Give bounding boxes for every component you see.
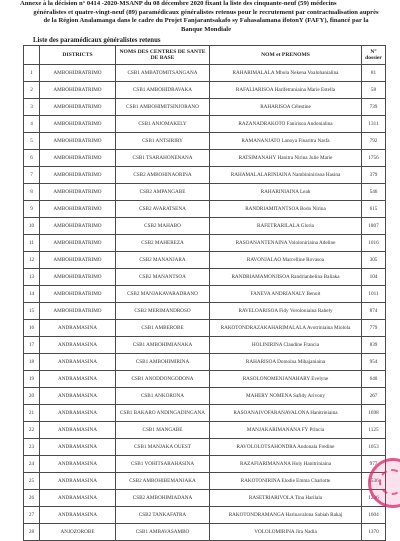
cell-csb: CSB2 MANJAKAVARADRANO	[116, 286, 210, 303]
cell-name: RAMANANJATO Lanoya Finaritra Nasfa	[210, 133, 362, 150]
cell-dossier: 305	[362, 252, 386, 269]
cell-csb: CSB2 AVARATSENA	[116, 201, 210, 218]
cell-name: MAHERY NOMENA Safidy Arivony	[210, 388, 362, 405]
cell-csb: CSB1 TSARAHONENANA	[116, 150, 210, 167]
cell-num: 26	[24, 490, 40, 507]
cell-dossier: 792	[362, 133, 386, 150]
cell-dossier: 1053	[362, 439, 386, 456]
table-row	[24, 116, 386, 133]
cell-num: 25	[24, 473, 40, 490]
cell-num: 7	[24, 167, 40, 184]
cell-csb: CSB1 MANGABE	[116, 422, 210, 439]
cell-dossier: 779	[362, 320, 386, 337]
cell-csb: CSB2 MAHEREZA	[116, 235, 210, 252]
cell-csb: CSB2 MANANTSOA	[116, 269, 210, 286]
table-row	[24, 201, 386, 218]
cell-district: ANDRAMASINA	[40, 337, 116, 354]
cell-district: ANDRAMASINA	[40, 422, 116, 439]
table-row	[24, 269, 386, 286]
table-row	[24, 456, 386, 473]
cell-district: ANJOZOROBE	[40, 524, 116, 541]
cell-dossier: 267	[362, 388, 386, 405]
cell-district: AMBOHIDRATRIMO	[40, 116, 116, 133]
cell-dossier: 1125	[362, 422, 386, 439]
cell-csb: CSB1 AMBAVASAMBO	[116, 524, 210, 541]
cell-dossier: 1807	[362, 218, 386, 235]
cell-num: 16	[24, 320, 40, 337]
cell-district: AMBOHIDRATRIMO	[40, 150, 116, 167]
cell-district: AMBOHIDRATRIMO	[40, 99, 116, 116]
cell-num: 19	[24, 371, 40, 388]
cell-csb: CSB2 AMBOHINAORINA	[116, 167, 210, 184]
table-row	[24, 337, 386, 354]
cell-name: RAHARISOA Célestine	[210, 99, 362, 116]
cell-csb: CSB2 MANANJARA	[116, 252, 210, 269]
cell-num: 11	[24, 235, 40, 252]
cell-name: RAVELOARISOA Fidy Voroloniaina Rahely	[210, 303, 362, 320]
cell-name: RASOANAIVOFARANAVALONA Hanitriniaina	[210, 405, 362, 422]
table-row	[24, 405, 386, 422]
cell-num: 9	[24, 201, 40, 218]
cell-district: ANDRAMASINA	[40, 405, 116, 422]
table-row	[24, 133, 386, 150]
table-row	[24, 320, 386, 337]
cell-district: AMBOHIDRATRIMO	[40, 252, 116, 269]
cell-name: HOLINIRINA Claudine Francia	[210, 337, 362, 354]
table-row	[24, 286, 386, 303]
cell-name: RAKOTONIRINA Elodie Emma Charlotte	[210, 473, 362, 490]
cell-csb: CSB2 AMBOHIMIADANA	[116, 490, 210, 507]
cell-csb: CSB1 AMBATOMITSANGANA	[116, 65, 210, 82]
cell-csb: CSB1 AMBOHIDRAVAKA	[116, 82, 210, 99]
cell-csb: CSB1 AMBOHIMIANAKA	[116, 337, 210, 354]
cell-csb: CSB1 AMBOHIMITSINJORANO	[116, 99, 210, 116]
cell-csb: CSB1 ANTSIRIRY	[116, 133, 210, 150]
cell-name: RASOANANTENAINA Vololoniriaina Adeline	[210, 235, 362, 252]
cell-num: 15	[24, 303, 40, 320]
table-row	[24, 422, 386, 439]
cell-csb: CSB1 VOHITSARAHASINA	[116, 456, 210, 473]
table-row	[24, 82, 386, 99]
cell-num: 20	[24, 388, 40, 405]
cell-num: 1	[24, 65, 40, 82]
cell-district: ANDRAMASINA	[40, 388, 116, 405]
cell-dossier: 546	[362, 184, 386, 201]
cell-name: RAVOLOLOTSAHONDRA Andonala Fredine	[210, 439, 362, 456]
cell-name: RAZANADRAKOTO Fanirisoa Andonialina	[210, 116, 362, 133]
header-dossier: N° dossier	[362, 46, 386, 65]
table-row	[24, 473, 386, 490]
cell-dossier: 58	[362, 82, 386, 99]
cell-dossier: 1370	[362, 524, 386, 541]
cell-num: 21	[24, 405, 40, 422]
cell-district: ANDRAMASINA	[40, 371, 116, 388]
cell-csb: CSB1 MANJAKA OUEST	[116, 439, 210, 456]
table-row	[24, 303, 386, 320]
cell-name: RAKOTONDRAZAKAHARIMALALA Avotriniaina Miolola	[210, 320, 362, 337]
cell-dossier: 379	[362, 167, 386, 184]
cell-name: MANJAKARIMANANA FY Princia	[210, 422, 362, 439]
cell-num: 5	[24, 133, 40, 150]
cell-csb: CSB2 AMBOHIBEMANJAKA	[116, 473, 210, 490]
cell-district: AMBOHIDRATRIMO	[40, 65, 116, 82]
cell-district: AMBOHIDRATRIMO	[40, 82, 116, 99]
cell-name: RANDRIAMITANTSOA Bodo Nirina	[210, 201, 362, 218]
cell-name: RAFALIARISOA Harifetraniaina Marie Estella	[210, 82, 362, 99]
table-row	[24, 354, 386, 371]
cell-district: AMBOHIDRATRIMO	[40, 235, 116, 252]
table-row	[24, 507, 386, 524]
list-subtitle: Liste des paramédicaux généralistes retenus	[33, 37, 161, 44]
cell-dossier: 1604	[362, 507, 386, 524]
cell-district: ANDRAMASINA	[40, 490, 116, 507]
cell-dossier: 1311	[362, 116, 386, 133]
cell-csb: CSB1 BAKARO ANDINGADINGANA	[116, 405, 210, 422]
table-row	[24, 235, 386, 252]
cell-name: RATSIMANAHY Hanitra Nirina Julie Marie	[210, 150, 362, 167]
cell-name: RAHARINIAINA Leah	[210, 184, 362, 201]
table-row	[24, 524, 386, 541]
table-row	[24, 184, 386, 201]
cell-dossier: 739	[362, 99, 386, 116]
cell-num: 28	[24, 524, 40, 541]
header-district: DISTRICTS	[40, 46, 116, 65]
cell-district: ANDRAMASINA	[40, 456, 116, 473]
cell-csb: CSB2 MAHABO	[116, 218, 210, 235]
table-row	[24, 439, 386, 456]
cell-district: ANDRAMASINA	[40, 473, 116, 490]
cell-num: 8	[24, 184, 40, 201]
table-row	[24, 65, 386, 82]
table-body	[24, 65, 386, 541]
header-line-2: généralistes et quatre-vingt-neuf (89) paramédicaux généralistes retenus pour le recrutement par contractualisation auprès	[33, 8, 379, 16]
cell-district: AMBOHIDRATRIMO	[40, 133, 116, 150]
table-row	[24, 99, 386, 116]
cell-district: AMBOHIDRATRIMO	[40, 286, 116, 303]
cell-dossier: 954	[362, 354, 386, 371]
cell-district: AMBOHIDRATRIMO	[40, 184, 116, 201]
cell-district: AMBOHIDRATRIMO	[40, 269, 116, 286]
cell-name: RAVONJALAO Marcelline Rovasoa	[210, 252, 362, 269]
cell-num: 3	[24, 99, 40, 116]
cell-dossier: 1016	[362, 235, 386, 252]
cell-name: RAKOTONDRAMANGA Harinavalona Sabiah Rakaj	[210, 507, 362, 524]
cell-district: ANDRAMASINA	[40, 320, 116, 337]
header-num	[24, 46, 40, 65]
cell-dossier: 1011	[362, 286, 386, 303]
cell-csb: CSB1 AMBOHIMIRINA	[116, 354, 210, 371]
cell-num: 18	[24, 354, 40, 371]
cell-district: ANDRAMASINA	[40, 439, 116, 456]
cell-num: 2	[24, 82, 40, 99]
cell-name: RAFETRARILALA Gloria	[210, 218, 362, 235]
cell-dossier: 81	[362, 65, 386, 82]
cell-name: RASETRIARIVOLA Tina Harilala	[210, 490, 362, 507]
cell-dossier: 615	[362, 201, 386, 218]
cell-num: 13	[24, 269, 40, 286]
cell-num: 10	[24, 218, 40, 235]
cell-num: 24	[24, 456, 40, 473]
cell-district: AMBOHIDRATRIMO	[40, 303, 116, 320]
cell-district: AMBOHIDRATRIMO	[40, 167, 116, 184]
cell-dossier: 977	[362, 456, 386, 473]
cell-num: 17	[24, 337, 40, 354]
cell-dossier: 104	[362, 269, 386, 286]
cell-csb: CSB1 ANODDONGODONA	[116, 371, 210, 388]
cell-dossier: 839	[362, 337, 386, 354]
table-header-row	[24, 46, 386, 65]
header-csb: NOMS DES CENTRES DE SANTE DE BASE	[116, 46, 210, 65]
cell-dossier: 640	[362, 371, 386, 388]
cell-name: RAHARIMALALA Mbola Nekena Voalohanialina	[210, 65, 362, 82]
cell-csb: CSB2 MERIMANDROSO	[116, 303, 210, 320]
table-row	[24, 490, 386, 507]
cell-name: RANDRIAMAMONJISOA Randrianbelina Baliaka	[210, 269, 362, 286]
cell-dossier: 1236	[362, 490, 386, 507]
table-row	[24, 167, 386, 184]
cell-num: 22	[24, 422, 40, 439]
table-row	[24, 150, 386, 167]
cell-dossier: 874	[362, 303, 386, 320]
cell-district: ANDRAMASINA	[40, 507, 116, 524]
cell-district: ANDRAMASINA	[40, 354, 116, 371]
cell-name: VOLOLOMIRINA Jira Nadia	[210, 524, 362, 541]
cell-num: 12	[24, 252, 40, 269]
cell-name: RAHARISOA Domoina Mihajaniaina	[210, 354, 362, 371]
cell-csb: CSB2 TANKAFATRA	[116, 507, 210, 524]
cell-csb: CSB1 ANKORONA	[116, 388, 210, 405]
cell-csb: CSB2 AMPANGABE	[116, 184, 210, 201]
cell-num: 23	[24, 439, 40, 456]
cell-num: 4	[24, 116, 40, 133]
cell-dossier: 1756	[362, 150, 386, 167]
header-line-1: Annexe à la décision n° 0414 -2020-MSANP du 08 décembre 2020 fixant la liste des cinquante-neuf (59) médecins	[20, 0, 337, 7]
cell-district: AMBOHIDRATRIMO	[40, 201, 116, 218]
cell-name: RAZAFIARIMANANA Holy Hanitriniaina	[210, 456, 362, 473]
decision-header	[20, 0, 392, 34]
header-line-4: Banque Mondiale	[180, 25, 231, 33]
cell-name: RASOLONOMENJANAHARY Evelyne	[210, 371, 362, 388]
cell-name: RAHAMALALARINIAINA Nambininirisoa Hasina	[210, 167, 362, 184]
cell-csb: CSB1 AMBEROBE	[116, 320, 210, 337]
cell-district: AMBOHIDRATRIMO	[40, 218, 116, 235]
cell-csb: CSB1 ANJOMAKELY	[116, 116, 210, 133]
cell-dossier: 1536	[362, 473, 386, 490]
cell-num: 14	[24, 286, 40, 303]
table-row	[24, 218, 386, 235]
cell-num: 27	[24, 507, 40, 524]
header-name: NOM et PRENOMS	[210, 46, 362, 65]
paramedical-list-table	[23, 45, 386, 541]
cell-name: FANEVA ANDRIANALY Benoit	[210, 286, 362, 303]
table-row	[24, 388, 386, 405]
header-line-3: de la Région Analamanga dans le cadre du Projet Fanjarantsakafo sy Fahasalamana ifotonY (FAFY), financé par la	[43, 17, 369, 25]
cell-dossier: 1698	[362, 405, 386, 422]
table-row	[24, 371, 386, 388]
cell-num: 6	[24, 150, 40, 167]
table-row	[24, 252, 386, 269]
